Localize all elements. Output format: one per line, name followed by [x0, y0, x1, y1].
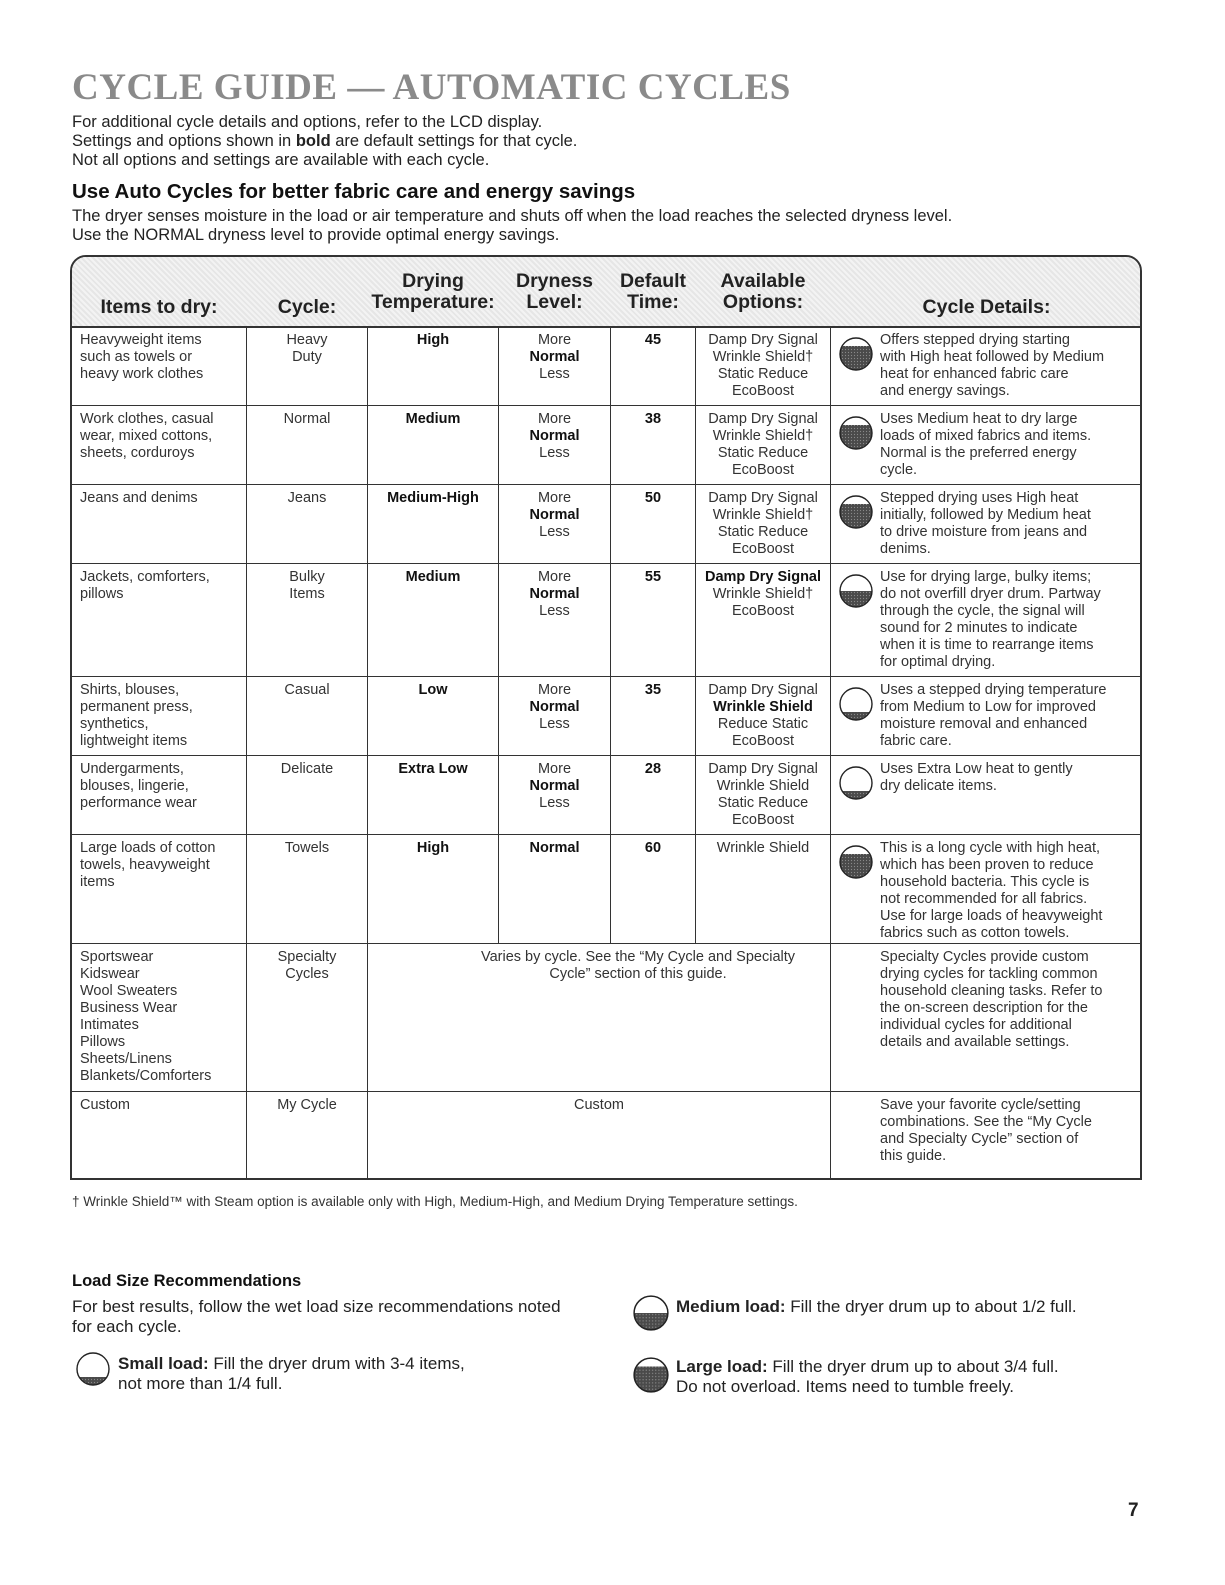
column-divider [246, 834, 247, 943]
options-cell [696, 569, 830, 620]
row-divider [72, 1091, 1140, 1092]
cell-line: Business Wear [80, 1000, 178, 1016]
intro-line: For additional cycle details and options, refer to the LCD display. [72, 113, 543, 131]
large-load-icon [838, 415, 874, 451]
column-divider [246, 326, 247, 405]
cell-line: Normal [529, 507, 580, 523]
cell-line: household cleaning tasks. Refer to [880, 983, 1103, 999]
temperature-cell: Low [418, 682, 448, 698]
medium-load-text: Medium load: Fill the dryer drum up to about 1/2 full. [676, 1297, 1077, 1316]
cycle-cell [247, 1097, 367, 1114]
cell-line: Save your favorite cycle/setting [880, 1097, 1081, 1113]
column-divider [498, 405, 499, 484]
load-fill [840, 346, 872, 370]
cycle-cell [247, 761, 367, 778]
column-divider [695, 484, 696, 563]
column-divider [695, 834, 696, 943]
time-cell: 35 [644, 682, 662, 698]
details-cell [880, 1097, 1142, 1165]
cell-line: Varies by cycle. See the “My Cycle and Specialty [480, 949, 796, 965]
cell-line: Custom [80, 1097, 130, 1113]
column-divider [367, 1091, 368, 1178]
cell-line: such as towels or [80, 349, 193, 365]
cell-line: Wrinkle Shield [716, 778, 810, 794]
cell-line: Less [539, 445, 570, 461]
page-title: CYCLE GUIDE — AUTOMATIC CYCLES [72, 67, 791, 108]
column-divider [246, 1091, 247, 1178]
cycle-cell [247, 490, 367, 507]
options-cell [696, 761, 830, 829]
cell-line: More [537, 411, 572, 427]
cell-line: to drive moisture from jeans and [880, 524, 1088, 540]
cycle-cell [247, 411, 367, 428]
cell-line: Blankets/Comforters [80, 1068, 212, 1084]
load-size-intro [72, 1297, 561, 1337]
cell-line: Pillows [80, 1034, 126, 1050]
column-divider [830, 1091, 831, 1178]
small-load-text: Small load: Fill the dryer drum with 3-4 items, not more than 1/4 full. [118, 1354, 465, 1393]
cell-line: Specialty [277, 949, 337, 965]
cell-line: Normal [529, 428, 580, 444]
cell-line: Large loads of cotton [80, 840, 216, 856]
items-cell [80, 682, 250, 750]
section-heading: Use Auto Cycles for better fabric care and energy savings [72, 180, 636, 203]
column-divider [246, 676, 247, 755]
column-divider [610, 676, 611, 755]
temperature-cell: High [416, 840, 450, 856]
column-divider [367, 676, 368, 755]
cell-line: pillows [80, 586, 124, 602]
cell-line: EcoBoost [731, 541, 795, 557]
column-divider [367, 563, 368, 676]
large-load-icon [632, 1356, 670, 1394]
column-divider [367, 484, 368, 563]
cell-line: EcoBoost [731, 603, 795, 619]
column-divider [695, 563, 696, 676]
cell-line: details and available settings. [880, 1034, 1070, 1050]
column-divider [830, 484, 831, 563]
time-cell: 55 [644, 569, 662, 585]
cell-line: Wool Sweaters [80, 983, 178, 999]
header-cycle: Cycle: [277, 296, 337, 318]
large-load-icon [838, 844, 874, 880]
intro-text [72, 113, 577, 170]
time-cell: 28 [644, 761, 662, 777]
cell-line: Less [539, 716, 570, 732]
load-size-intro-line: For best results, follow the wet load size recommendations noted [72, 1297, 561, 1316]
cell-line: Cycle” section of this guide. [549, 966, 727, 982]
column-divider [610, 755, 611, 834]
cell-line: Wrinkle Shield† [712, 349, 814, 365]
cell-line: drying cycles for tackling common [880, 966, 1098, 982]
items-cell [80, 949, 250, 1085]
cell-line: for optimal drying. [880, 654, 996, 670]
cell-line: More [537, 682, 572, 698]
page-number: 7 [1128, 1500, 1139, 1521]
cell-line: from Medium to Low for improved [880, 699, 1096, 715]
column-divider [246, 943, 247, 1091]
cycle-cell [247, 682, 367, 699]
cell-line: Normal [529, 699, 580, 715]
cell-line: Normal [529, 778, 580, 794]
cell-line: Use for large loads of heavyweight [880, 908, 1103, 924]
cell-line: towels, heavyweight [80, 857, 210, 873]
cell-line: fabric care. [880, 733, 952, 749]
table-header [72, 257, 1140, 328]
column-divider [367, 755, 368, 834]
load-fill [840, 854, 872, 878]
cell-line: heavy work clothes [80, 366, 204, 382]
row-divider [72, 755, 1140, 756]
cell-line: More [537, 332, 572, 348]
cell-line: wear, mixed cottons, [80, 428, 213, 444]
cell-line: Static Reduce [717, 795, 809, 811]
cell-line: this guide. [880, 1148, 947, 1164]
details-cell [880, 569, 1142, 671]
cell-line: Kidswear [80, 966, 140, 982]
cell-line: Shirts, blouses, [80, 682, 180, 698]
cell-line: Intimates [80, 1017, 139, 1033]
options-cell [696, 682, 830, 750]
cell-line: Static Reduce [717, 524, 809, 540]
cell-line: when it is time to rearrange items [880, 637, 1094, 653]
cell-line: Damp Dry Signal [704, 569, 822, 585]
large-load-text: Large load: Fill the dryer drum up to about 3/4 full. Do not overload. Items need to tumble freely. [676, 1357, 1059, 1396]
cell-line: EcoBoost [731, 812, 795, 828]
cell-line: sheets, corduroys [80, 445, 195, 461]
cell-line: Jeans and denims [80, 490, 198, 506]
cell-line: Wrinkle Shield† [712, 586, 814, 602]
column-divider [246, 405, 247, 484]
cell-line: denims. [880, 541, 931, 557]
column-divider [610, 405, 611, 484]
column-divider [830, 326, 831, 405]
temperature-cell: Medium [405, 569, 461, 585]
items-cell [80, 1097, 250, 1114]
header-items: Items to dry: [100, 296, 218, 318]
cell-line: Normal is the preferred energy [880, 445, 1077, 461]
temperature-cell: Medium [405, 411, 461, 427]
cell-line: performance wear [80, 795, 197, 811]
intro-line: Not all options and settings are available with each cycle. [72, 151, 490, 169]
load-fill [840, 425, 872, 449]
medium-load-icon [632, 1294, 670, 1332]
cell-line: Static Reduce [717, 445, 809, 461]
cell-line: Items [289, 586, 325, 602]
load-fill [634, 1367, 668, 1392]
cycle-cell [247, 569, 367, 603]
cell-line: Work clothes, casual [80, 411, 214, 427]
cell-line: Stepped drying uses High heat [880, 490, 1079, 506]
items-cell [80, 840, 250, 891]
row-divider [72, 484, 1140, 485]
cell-line: Uses a stepped drying temperature [880, 682, 1107, 698]
column-divider [830, 676, 831, 755]
cell-line: Use for drying large, bulky items; [880, 569, 1092, 585]
column-divider [830, 563, 831, 676]
large-load-icon [838, 336, 874, 372]
dryness-cell [499, 411, 610, 462]
cell-line: heat for enhanced fabric care [880, 366, 1069, 382]
intro-line: Settings and options shown in bold are default settings for that cycle. [72, 132, 578, 150]
cell-line: Sheets/Linens [80, 1051, 172, 1067]
time-cell: 45 [644, 332, 662, 348]
column-divider [610, 484, 611, 563]
column-divider [695, 405, 696, 484]
small-load-icon [75, 1351, 111, 1387]
column-divider [367, 834, 368, 943]
column-divider [695, 326, 696, 405]
column-divider [830, 405, 831, 484]
load-size-heading: Load Size Recommendations [72, 1272, 302, 1290]
cell-line: Delicate [280, 761, 334, 777]
cycle-guide-table [70, 255, 1142, 1180]
cell-line: Casual [284, 682, 330, 698]
column-divider [246, 484, 247, 563]
details-cell [880, 332, 1142, 400]
options-cell [696, 332, 830, 400]
cell-line: moisture removal and enhanced [880, 716, 1088, 732]
column-divider [246, 755, 247, 834]
cell-line: Sportswear [80, 949, 154, 965]
load-fill [634, 1313, 668, 1330]
column-divider [246, 563, 247, 676]
cell-line: not recommended for all fabrics. [880, 891, 1088, 907]
cell-line: Towels [284, 840, 330, 856]
varies-cell [368, 949, 908, 983]
cell-line: Normal [529, 840, 580, 856]
column-divider [830, 943, 831, 1091]
cell-line: Offers stepped drying starting [880, 332, 1070, 348]
details-cell [880, 411, 1142, 479]
small-load-icon [838, 765, 874, 801]
cell-line: Normal [283, 411, 331, 427]
cell-line: with High heat followed by Medium [880, 349, 1105, 365]
time-cell: 60 [644, 840, 662, 856]
options-cell [696, 490, 830, 558]
column-divider [498, 563, 499, 676]
header-dryness: Dryness Level: [516, 269, 593, 313]
load-size-intro-line: for each cycle. [72, 1317, 182, 1336]
cell-line: which has been proven to reduce [880, 857, 1094, 873]
dryness-cell [499, 332, 610, 383]
cell-line: EcoBoost [731, 733, 795, 749]
medium-load-icon [838, 573, 874, 609]
cell-line: Damp Dry Signal [708, 490, 818, 506]
time-cell: 38 [644, 411, 662, 427]
cell-line: the on-screen description for the [880, 1000, 1088, 1016]
column-divider [610, 563, 611, 676]
column-divider [830, 755, 831, 834]
cell-line: My Cycle [277, 1097, 337, 1113]
column-divider [830, 834, 831, 943]
row-divider [72, 676, 1140, 677]
cell-line: More [537, 490, 572, 506]
column-divider [610, 326, 611, 405]
cell-line: Damp Dry Signal [708, 332, 818, 348]
cell-line: Specialty Cycles provide custom [880, 949, 1089, 965]
cycle-cell [247, 840, 367, 857]
cell-line: loads of mixed fabrics and items. [880, 428, 1092, 444]
column-divider [498, 834, 499, 943]
cell-line: household bacteria. This cycle is [880, 874, 1090, 890]
cell-line: Wrinkle Shield [713, 699, 813, 715]
cell-line: cycle. [880, 462, 918, 478]
items-cell [80, 761, 250, 812]
cell-line: Damp Dry Signal [708, 682, 818, 698]
cell-line: Heavyweight items [80, 332, 202, 348]
cell-line: lightweight items [80, 733, 188, 749]
header-details: Cycle Details: [922, 296, 1051, 318]
cell-line: initially, followed by Medium heat [880, 507, 1091, 523]
section-intro [72, 207, 952, 245]
cell-line: Bulky [289, 569, 325, 585]
column-divider [498, 326, 499, 405]
column-divider [498, 676, 499, 755]
cell-line: Wrinkle Shield [716, 840, 810, 856]
cell-line: Jeans [287, 490, 327, 506]
load-fill [840, 504, 872, 528]
header-options: Available Options: [720, 269, 806, 313]
cycle-cell [247, 949, 367, 983]
cell-line: EcoBoost [731, 383, 795, 399]
row-divider [72, 563, 1140, 564]
cell-line: blouses, lingerie, [80, 778, 189, 794]
cell-line: More [537, 569, 572, 585]
cell-line: and Specialty Cycle” section of [880, 1131, 1079, 1147]
header-time: Default Time: [619, 269, 687, 313]
column-divider [367, 405, 368, 484]
cell-line: Cycles [285, 966, 329, 982]
dryness-cell [499, 761, 610, 812]
details-cell [880, 682, 1142, 750]
dryness-cell [499, 682, 610, 733]
section-intro-line: The dryer senses moisture in the load or air temperature and shuts off when the load reaches the selected dryness level. [72, 207, 953, 225]
column-divider [695, 755, 696, 834]
cell-line: Normal [529, 349, 580, 365]
cell-line: Less [539, 524, 570, 540]
cell-line: Less [539, 795, 570, 811]
cell-line: More [537, 761, 572, 777]
cell-line: combinations. See the “My Cycle [880, 1114, 1092, 1130]
cell-line: through the cycle, the signal will [880, 603, 1085, 619]
column-divider [367, 943, 368, 1091]
cell-line: Heavy [286, 332, 328, 348]
dryness-cell [499, 490, 610, 541]
column-divider [610, 834, 611, 943]
dryness-cell [499, 569, 610, 620]
cell-line: This is a long cycle with high heat, [880, 840, 1101, 856]
cell-line: dry delicate items. [880, 778, 997, 794]
row-divider [72, 943, 1140, 944]
section-intro-line: Use the NORMAL dryness level to provide optimal energy savings. [72, 226, 560, 244]
cell-line: Reduce Static [717, 716, 809, 732]
items-cell [80, 569, 250, 603]
temperature-cell: Medium-High [387, 490, 479, 506]
column-divider [695, 676, 696, 755]
cell-line: Wrinkle Shield† [712, 507, 814, 523]
details-cell [880, 761, 1142, 795]
cell-line: individual cycles for additional [880, 1017, 1072, 1033]
temperature-cell: High [416, 332, 450, 348]
details-cell [880, 840, 1142, 942]
cell-line: permanent press, [80, 699, 193, 715]
cell-line: Static Reduce [717, 366, 809, 382]
temperature-cell: Extra Low [398, 761, 468, 777]
custom-cell: Custom [574, 1097, 624, 1113]
cell-line: Wrinkle Shield† [712, 428, 814, 444]
cell-line: Undergarments, [80, 761, 184, 777]
cycle-cell [247, 332, 367, 366]
load-fill [840, 591, 872, 607]
options-cell [696, 840, 830, 857]
cell-line: Duty [292, 349, 322, 365]
cell-line: EcoBoost [731, 462, 795, 478]
column-divider [498, 484, 499, 563]
dryness-cell [499, 840, 610, 857]
items-cell [80, 332, 250, 383]
cell-line: Jackets, comforters, [80, 569, 210, 585]
row-divider [72, 834, 1140, 835]
cell-line: Less [539, 366, 570, 382]
cell-line: sound for 2 minutes to indicate [880, 620, 1078, 636]
column-divider [498, 755, 499, 834]
cell-line: fabrics such as cotton towels. [880, 925, 1070, 941]
items-cell [80, 411, 250, 462]
details-cell [880, 490, 1142, 558]
cell-line: Normal [529, 586, 580, 602]
cell-line: Damp Dry Signal [708, 411, 818, 427]
cell-line: synthetics, [80, 716, 149, 732]
options-cell [696, 411, 830, 479]
cell-line: do not overfill dryer drum. Partway [880, 586, 1101, 602]
header-temperature: Drying Temperature: [371, 269, 495, 313]
details-cell [880, 949, 1142, 1051]
items-cell [80, 490, 250, 507]
cell-line: Less [539, 603, 570, 619]
cell-line: Damp Dry Signal [708, 761, 818, 777]
cell-line: Uses Extra Low heat to gently [880, 761, 1073, 777]
small-load-icon [838, 686, 874, 722]
cell-line: Uses Medium heat to dry large [880, 411, 1078, 427]
row-divider [72, 405, 1140, 406]
large-load-icon [838, 494, 874, 530]
time-cell: 50 [644, 490, 662, 506]
cell-line: items [80, 874, 115, 890]
cell-line: and energy savings. [880, 383, 1010, 399]
column-divider [367, 326, 368, 405]
footnote: † Wrinkle Shield™ with Steam option is available only with High, Medium-High, and Medium Drying Temperature settings. [72, 1194, 798, 1209]
